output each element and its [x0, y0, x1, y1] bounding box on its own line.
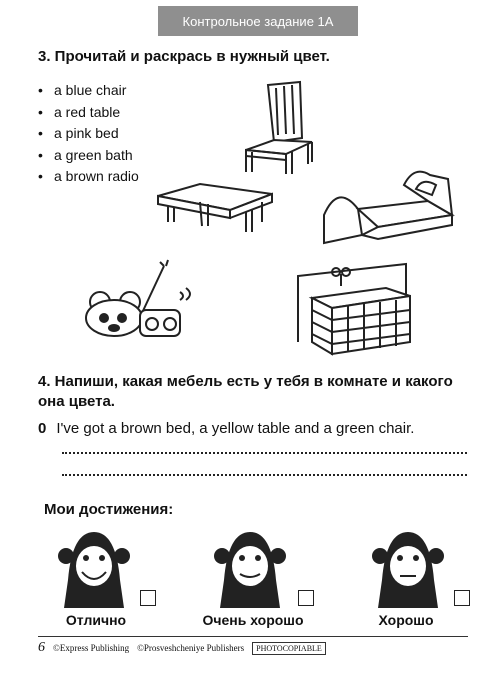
- level-label-good: Хорошо: [378, 612, 434, 628]
- example-number: 0: [38, 420, 47, 437]
- list-item: • a brown radio: [38, 166, 139, 188]
- monkey-icon: [372, 530, 444, 610]
- footer: [38, 640, 326, 656]
- color-list: [38, 80, 139, 188]
- photocopiable-label: PHOTOCOPIABLE: [252, 642, 326, 655]
- page-number: 6: [38, 640, 45, 655]
- table-picture: [150, 182, 278, 242]
- publisher-2: ©Prosveshcheniye Publishers: [137, 643, 245, 653]
- checkbox-good[interactable]: [454, 590, 470, 606]
- chair-picture: [238, 80, 318, 175]
- task-3-title: 3. Прочитай и раскрась в нужный цвет.: [38, 48, 330, 65]
- list-item: • a green bath: [38, 145, 139, 167]
- bath-picture: [292, 262, 422, 357]
- checkbox-excellent[interactable]: [140, 590, 156, 606]
- list-item: • a red table: [38, 102, 139, 124]
- list-item: • a pink bed: [38, 123, 139, 145]
- checkbox-very-good[interactable]: [298, 590, 314, 606]
- answer-line[interactable]: [62, 452, 467, 454]
- level-label-very-good: Очень хорошо: [202, 612, 304, 628]
- radio-mouse-picture: [80, 258, 200, 343]
- list-item: • a blue chair: [38, 80, 139, 102]
- example-text: I've got a brown bed, a yellow table and a green chair.: [56, 420, 415, 437]
- bed-picture: [318, 165, 458, 250]
- level-label-excellent: Отлично: [65, 612, 127, 628]
- monkey-icon: [214, 530, 286, 610]
- header-title: Контрольное задание 1А: [182, 13, 334, 29]
- monkey-icon: [58, 530, 130, 610]
- publisher-1: ©Express Publishing: [53, 643, 130, 653]
- task-4-title: 4. Напиши, какая мебель есть у тебя в комнате и какого она цвета.: [38, 373, 453, 410]
- answer-line[interactable]: [62, 474, 467, 476]
- example-sentence: [38, 420, 414, 437]
- footer-divider: [38, 636, 468, 637]
- achievements-title: Мои достижения:: [44, 501, 174, 518]
- header-bar: [158, 6, 358, 36]
